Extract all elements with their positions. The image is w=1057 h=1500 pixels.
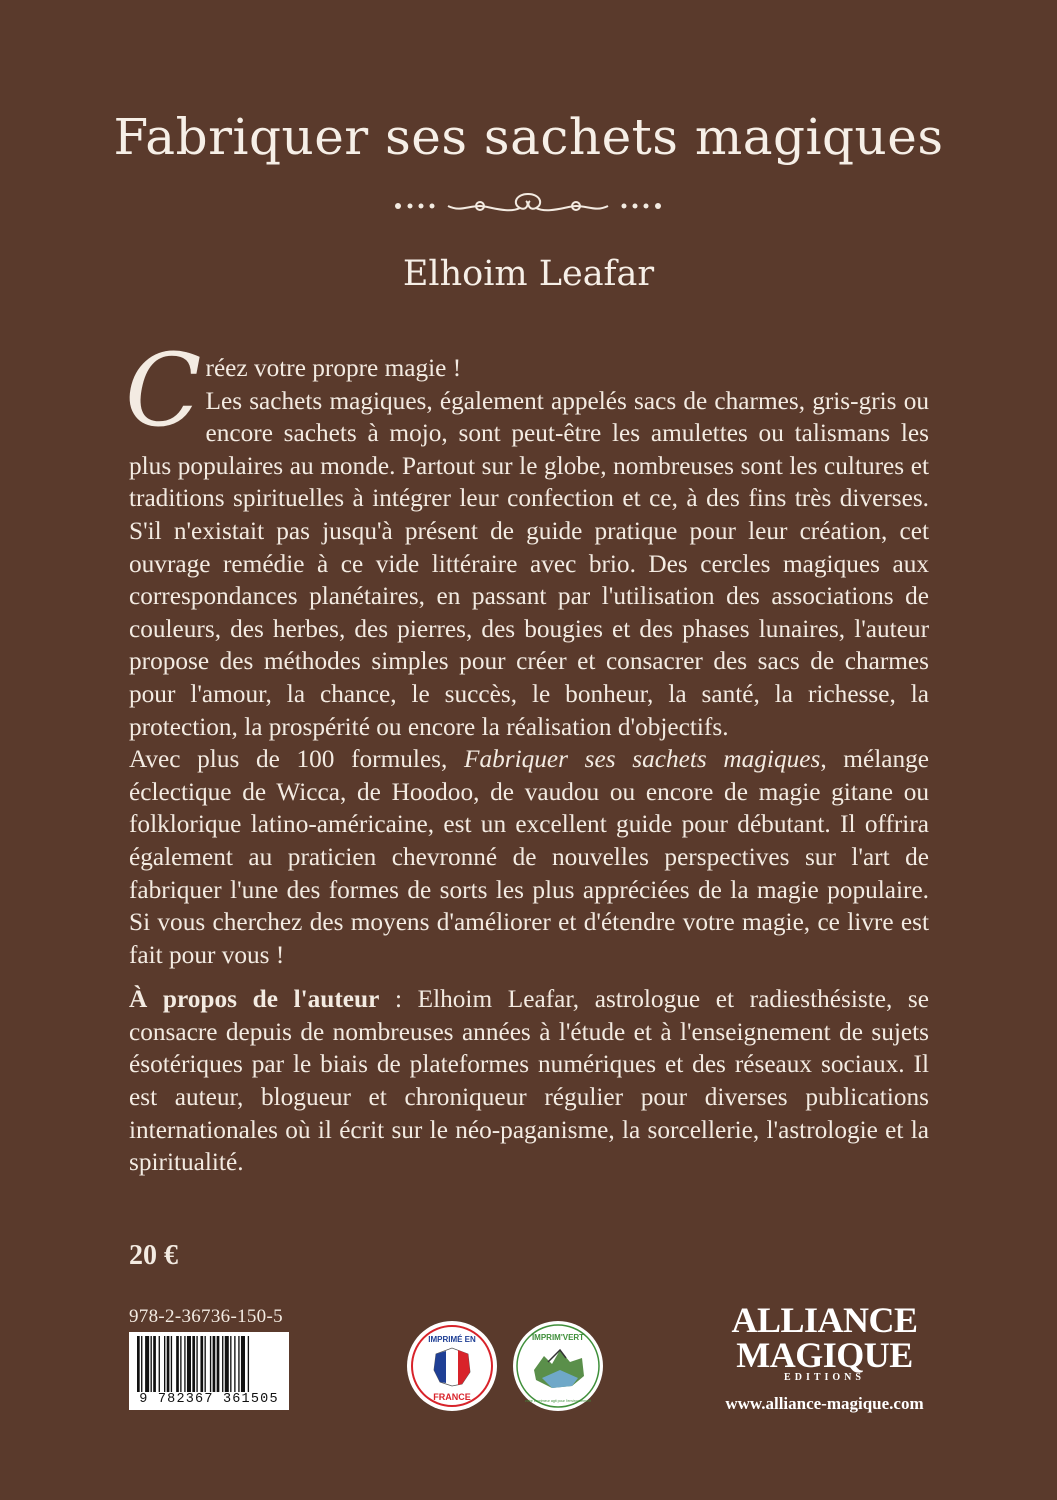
publisher-logo bbox=[712, 1302, 937, 1384]
barcode-bar bbox=[213, 1336, 216, 1392]
barcode-bar bbox=[184, 1336, 185, 1392]
intro-first-line: réez votre propre magie ! bbox=[205, 354, 462, 382]
dropcap: C bbox=[125, 332, 202, 449]
book-title: Fabriquer ses sachets magiques bbox=[113, 108, 944, 166]
barcode-bar bbox=[164, 1336, 165, 1392]
paragraph-about-author bbox=[129, 983, 929, 1179]
book-author: Elhoim Leafar bbox=[402, 254, 655, 294]
paragraph-formulas bbox=[129, 743, 929, 971]
isbn: 978-2-36736-150-5 bbox=[129, 1306, 283, 1327]
ornament-divider-icon bbox=[388, 186, 668, 226]
barcode-bar bbox=[210, 1336, 211, 1392]
barcode-bar bbox=[205, 1336, 206, 1392]
barcode-bar bbox=[222, 1336, 223, 1392]
imprime-en-france-badge-icon bbox=[406, 1320, 498, 1412]
barcode-bar bbox=[153, 1336, 156, 1392]
barcode-bar bbox=[192, 1336, 195, 1392]
publisher-editions: EDITIONS bbox=[784, 1372, 865, 1383]
barcode-bar bbox=[234, 1336, 235, 1392]
intro-body: Les sachets magiques, également appelés sacs de charmes, gris-gris ou encore sachets à mojo, sont peut-être les amulettes ou talismans les plus populaires au monde. Partout sur le globe, nombreuses sont les cultures et traditions spirituelles à intégrer leur confection et ce, à des fins très diverses. S'il n'existait pas jusqu'à présent de guide pratique pour leur création, cet ouvrage remédie à ce vide littéraire avec brio. Des cercles magiques aux correspondances planétaires, en passant par l'utilisation des associations de couleurs, des herbes, des pierres, des bougies et des phases lunaires, l'auteur propose des méthodes simples pour créer et consacrer des sacs de charmes pour l'amour, la chance, le succès, le bonheur, la santé, la richesse, la protection, la prospérité ou encore la réalisation d'objectifs. bbox=[129, 386, 929, 741]
barcode-bar bbox=[217, 1336, 220, 1392]
publisher-line1: ALLIANCE bbox=[731, 1300, 918, 1340]
about-text: : Elhoim Leafar, astrologue et radiesthésiste, se consacre depuis de nombreuses années à l'étude et à l'enseignement de sujets ésotériques par le biais de plateformes numériques et des réseaux sociaux. Il est auteur, blogueur et chroniqueur régulier pour diverses publications internationales où il écrit sur le néo-paganisme, la sorcellerie, l'astrologie et la spiritualité. bbox=[129, 985, 930, 1177]
price: 20 € bbox=[129, 1240, 178, 1271]
barcode-bar bbox=[171, 1336, 172, 1392]
barcode-bar bbox=[187, 1336, 191, 1392]
about-label: À propos de l'auteur bbox=[129, 985, 380, 1014]
barcode-bar bbox=[151, 1336, 152, 1392]
barcode-bar bbox=[159, 1336, 160, 1392]
formulas-book-title: Fabriquer ses sachets magiques bbox=[464, 745, 821, 774]
barcode-bar bbox=[145, 1336, 149, 1392]
barcode-bar bbox=[137, 1336, 140, 1392]
back-cover-text bbox=[125, 332, 930, 1179]
barcode-bar bbox=[196, 1336, 197, 1392]
barcode-bar bbox=[200, 1336, 203, 1392]
formulas-text-pre: Avec plus de 100 formules, bbox=[129, 745, 465, 774]
barcode bbox=[129, 1332, 289, 1410]
barcode-bar bbox=[180, 1336, 181, 1392]
publisher-line2: MAGIQUE bbox=[736, 1335, 913, 1375]
publisher-website: www.alliance-magique.com bbox=[725, 1394, 924, 1413]
barcode-bar bbox=[141, 1336, 142, 1392]
badge2-top-text: IMPRIM'VERT bbox=[531, 1333, 585, 1342]
barcode-bar bbox=[230, 1336, 231, 1392]
barcode-bar bbox=[248, 1336, 249, 1392]
barcode-digits: 9 782367 361505 bbox=[131, 1392, 287, 1408]
barcode-bar bbox=[225, 1336, 229, 1392]
imprim-vert-badge-icon bbox=[512, 1320, 604, 1412]
barcode-bar bbox=[176, 1336, 179, 1392]
barcode-bar bbox=[167, 1336, 170, 1392]
badge1-top-text: IMPRIMÉ EN bbox=[428, 1335, 476, 1344]
barcode-bar bbox=[238, 1336, 239, 1392]
badge2-bottom-text: votre imprimeur agit pour l'environnement bbox=[524, 1399, 592, 1403]
barcode-bar bbox=[241, 1336, 245, 1392]
paragraph-intro bbox=[125, 332, 929, 743]
formulas-text-post: , mélange éclectique de Wicca, de Hoodoo, de vaudou ou encore de magie gitane ou folklorique latino-américaine, est un excellent guide pour débutant. Il offrira également au praticien chevronné de nouvelles perspectives sur l'art de fabriquer l'une des formes de sorts les plus appréciées de la magie populaire. Si vous cherchez des moyens d'améliorer et d'étendre votre magie, ce livre est fait pour vous ! bbox=[129, 745, 929, 969]
badge1-bottom-text: FRANCE bbox=[433, 1392, 471, 1402]
